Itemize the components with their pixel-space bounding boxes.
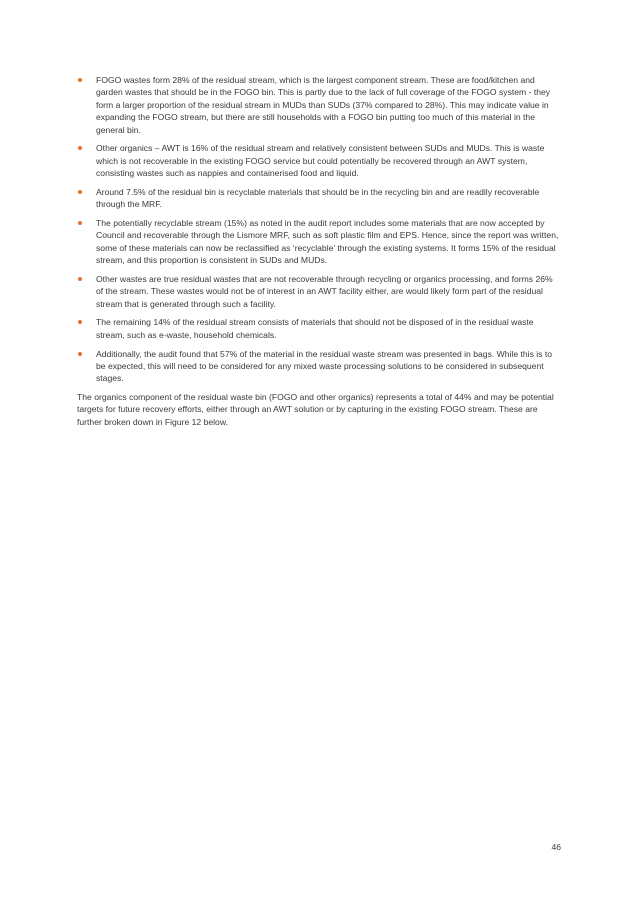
bullet-text: The remaining 14% of the residual stream consists of materials that should not be disposed of in the residual waste stream, such as e-waste, household chemicals. <box>96 317 534 340</box>
bullet-item-other-wastes <box>77 273 561 310</box>
bullet-text: Other organics – AWT is 16% of the residual stream and relatively consistent between SUDs and MUDs. This is waste which is not recoverable in the existing FOGO service but could potentially be recovered through an AWT system, consisting wastes such as nappies and containerised food and liquid. <box>96 143 545 179</box>
bullet-text: Additionally, the audit found that 57% of the material in the residual waste stream was presented in bags. While this is to be expected, this will need to be considered for any mixed waste processing solutions to be considered in subsequent stages. <box>96 348 553 384</box>
bullet-text: Other wastes are true residual wastes that are not recoverable through recycling or organics processing, and forms 26% of the stream. These wastes would not be of interest in an AWT facility either, are would likely form part of the residual stream that is generated through such a facility. <box>96 273 553 309</box>
bullet-item-fogo <box>77 74 561 136</box>
page-content <box>77 74 561 428</box>
bullet-item-bags <box>77 348 561 385</box>
bullet-dot-icon <box>78 146 82 150</box>
bullet-item-other-organics <box>77 142 561 179</box>
bullet-text: FOGO wastes form 28% of the residual stream, which is the largest component stream. These are food/kitchen and garden wastes that should be in the FOGO bin. This is partly due to the lack of full coverage of the FOGO system - they form a larger proportion of the residual stream in MUDs than SUDs (37% compared to 28%). This may indicate value in expanding the FOGO stream, but there are still households with a FOGO bin putting too much of this material in the general bin. <box>96 75 551 135</box>
bullet-dot-icon <box>78 190 82 194</box>
bullet-text: Around 7.5% of the residual bin is recyclable materials that should be in the recycling bin and are readily recoverable through the MRF. <box>96 186 540 210</box>
bullet-list <box>77 74 561 385</box>
bullet-dot-icon <box>78 78 82 82</box>
closing-paragraph: The organics component of the residual waste bin (FOGO and other organics) represents a total of 44% and may be potential targets for future recovery efforts, either through an AWT solution or by capturing in the existing FOGO stream. These are further broken down in Figure 12 below. <box>77 392 554 427</box>
bullet-item-potentially-recyclable <box>77 217 561 267</box>
bullet-text: The potentially recyclable stream (15%) as noted in the audit report includes some materials that are now accepted by Council and recoverable through the Lismore MRF, such as soft plastic film and EPS. Hence, since the report was written, some of these materials can now be reclassified as ‘recyclable’ through the existing systems. It forms 15% of the residual stream, and this proportion is consistent in SUDs and MUDs. <box>96 217 559 266</box>
page-number: 46 <box>551 842 561 852</box>
bullet-dot-icon <box>78 277 82 281</box>
bullet-item-recyclables <box>77 186 561 211</box>
bullet-dot-icon <box>78 352 82 356</box>
bullet-dot-icon <box>78 320 82 324</box>
bullet-dot-icon <box>78 221 82 225</box>
bullet-item-remaining <box>77 316 561 341</box>
